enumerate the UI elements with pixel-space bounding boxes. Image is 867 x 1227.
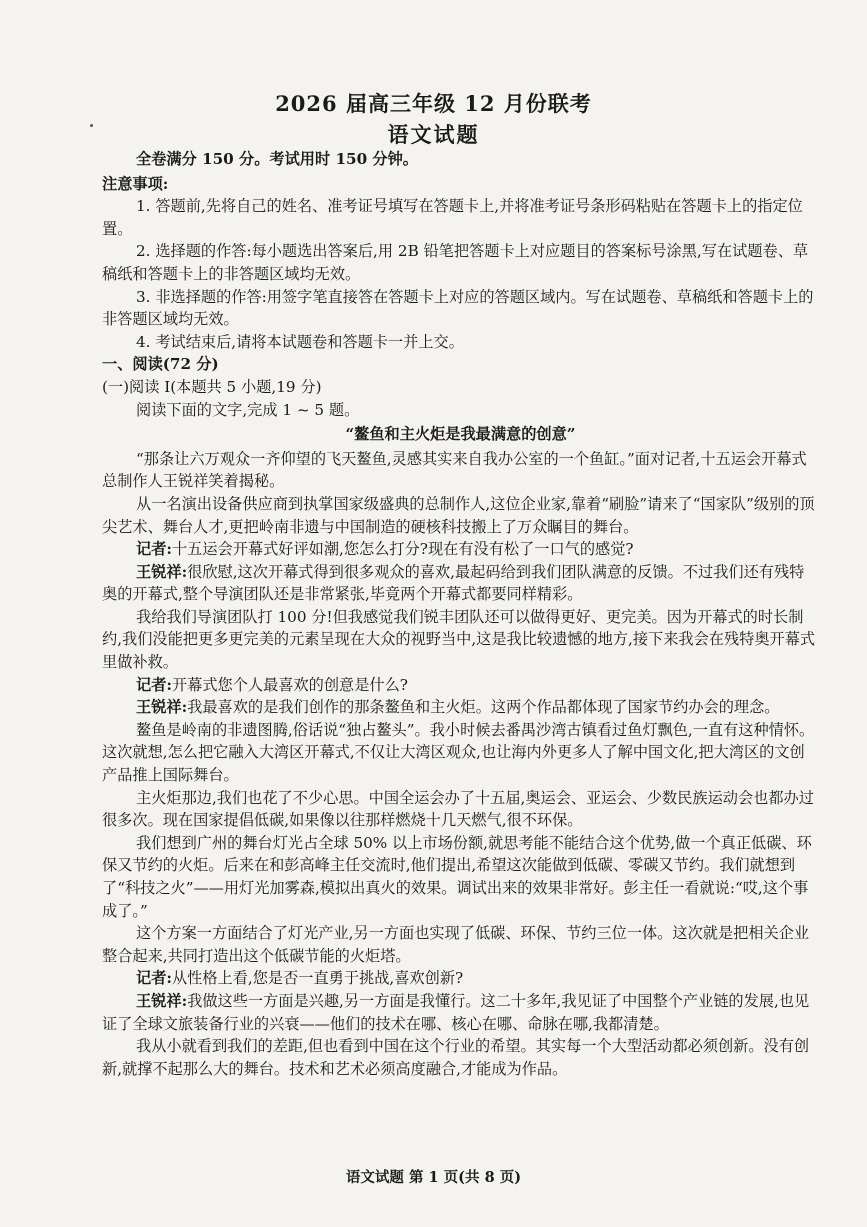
notice-item: 3. 非选择题的作答:用签字笔直接答在答题卡上对应的答题区域内。写在试题卷、草稿纸和答题卡上的非答题区域均无效。: [102, 287, 814, 329]
article-paragraph: [102, 990, 819, 1035]
score-info: 全卷满分 150 分。考试用时 150 分钟。: [136, 150, 418, 168]
exam-body: [102, 148, 819, 1080]
article-paragraph: [102, 561, 819, 606]
article-paragraph: [102, 674, 819, 697]
notice-item: 2. 选择题的作答:每小题选出答案后,用 2B 铅笔把答题卡上对应题目的答案标号涂黑,写在试题卷、草稿纸和答题卡上的非答题区域均无效。: [102, 242, 809, 283]
subject-title: 语文试题: [387, 122, 480, 147]
article-paragraph: [102, 448, 819, 493]
speaker-label: 王锐祥:: [136, 562, 188, 581]
page-footer: 语文试题 第 1 页(共 8 页): [345, 1169, 522, 1186]
speaker-label: 王锐祥:: [136, 991, 188, 1010]
article-paragraph: [102, 538, 819, 561]
speaker-label: 记者:: [136, 969, 172, 988]
article-paragraph: [102, 832, 819, 922]
notice-heading: 注意事项:: [102, 174, 169, 193]
article-paragraph: [102, 606, 819, 674]
article-paragraph: [102, 967, 819, 990]
article-body: [102, 448, 819, 1081]
notice-item: 1. 答题前,先将自己的姓名、准考证号填写在答题卡上,并将准考证号条形码粘贴在答题卡上的指定位置。: [102, 197, 803, 238]
paragraph-text: 这个方案一方面结合了灯光产业,另一方面也实现了低碳、环保、节约三位一体。这次就是把相关企业整合起来,共同打造出这个低碳节能的火炬塔。: [102, 924, 810, 965]
speaker-label: 记者:: [136, 540, 172, 559]
paragraph-text: 十五运会开幕式好评如潮,您怎么打分?现在有没有松了一口气的感觉?: [171, 540, 634, 559]
speaker-label: 王锐祥:: [136, 698, 188, 717]
paragraph-text: 我们想到广州的舞台灯光占全球 50% 以上市场份额,就思考能不能结合这个优势,做一个真正低碳、环保又节约的火炬。后来在和彭高峰主任交流时,他们提出,希望这次能做到低碳、零碳又节约。我们就想到了“科技之火”——用灯光加雾森,模拟出真火的效果。调试出来的效果非常好。彭主任一看就说:“哎,这个事成了。”: [102, 833, 812, 920]
paragraph-text: 很欣慰,这次开幕式得到很多观众的喜欢,最起码给到我们团队满意的反馈。不过我们还有残特奥的开幕式,整个导演团队还是非常紧张,毕竟两个开幕式都要同样精彩。: [102, 562, 805, 604]
article-paragraph: [102, 696, 819, 719]
article-title: “鳌鱼和主火炬是我最满意的创意”: [345, 425, 576, 444]
paragraph-text: 我从小就看到我们的差距,但也看到中国在这个行业的希望。其实每一个大型活动都必须创新。没有创新,就撑不起那么大的舞台。技术和艺术必须高度融合,才能成为作品。: [102, 1037, 810, 1078]
paragraph-text: 主火炬那边,我们也花了不少心思。中国全运会办了十五届,奥运会、亚运会、少数民族运动会也都办过很多次。现在国家提倡低碳,如果像以往那样燃烧十几天燃气,很不环保。: [102, 788, 814, 830]
article-paragraph: [102, 787, 819, 832]
paragraph-text: 我给我们导演团队打 100 分!但我感觉我们锐丰团队还可以做得更好、更完美。因为开幕式的时长制约,我们没能把更多更完美的元素呈现在大众的视野当中,这是我比较遗憾的地方,接下来我会在残特奥开幕式里做补救。: [102, 607, 816, 672]
exam-title: 2026 届高三年级 12 月份联考: [275, 91, 592, 116]
paragraph-text: “那条让六万观众一齐仰望的飞天鳌鱼,灵感其实来自我办公室的一个鱼缸。”面对记者,十五运会开幕式总制作人王锐祥笑着揭秘。: [102, 449, 807, 491]
article-paragraph: [102, 1035, 819, 1080]
article-paragraph: [102, 719, 819, 787]
reading-instruction: 阅读下面的文字,完成 1 ~ 5 题。: [136, 400, 360, 419]
paragraph-text: 我最喜欢的是我们创作的那条鳌鱼和主火炬。这两个作品都体现了国家节约办会的理念。: [187, 698, 780, 717]
paragraph-text: 从一名演出设备供应商到执掌国家级盛典的总制作人,这位企业家,靠着“刷脸”请来了“国家队”级别的顶尖艺术、舞台人才,更把岭南非遗与中国制造的硬核科技搬上了万众瞩目的舞台。: [102, 494, 815, 536]
section-heading: 一、阅读(72 分): [102, 355, 219, 374]
paragraph-text: 我做这些一方面是兴趣,另一方面是我懂行。这二十多年,我见证了中国整个产业链的发展,也见证了全球文旅装备行业的兴衰——他们的技术在哪、核心在哪、命脉在哪,我都清楚。: [102, 991, 810, 1033]
subsection-heading: (一)阅读 I(本题共 5 小题,19 分): [102, 377, 322, 396]
paragraph-text: 鳌鱼是岭南的非遗图腾,俗话说“独占鳌头”。我小时候去番禺沙湾古镇看过鱼灯飘色,一直有这种情怀。这次就想,怎么把它融入大湾区开幕式,不仅让大湾区观众,也让海内外更多人了解中国文化,把大湾区的文创产品推上国际舞台。: [102, 720, 815, 785]
paragraph-text: 从性格上看,您是否一直勇于挑战,喜欢创新?: [171, 969, 464, 988]
article-paragraph: [102, 922, 819, 967]
speaker-label: 记者:: [136, 675, 172, 694]
paragraph-text: 开幕式您个人最喜欢的创意是什么?: [171, 675, 408, 694]
article-paragraph: [102, 493, 819, 538]
notice-item: 4. 考试结束后,请将本试题卷和答题卡一并上交。: [136, 332, 464, 351]
